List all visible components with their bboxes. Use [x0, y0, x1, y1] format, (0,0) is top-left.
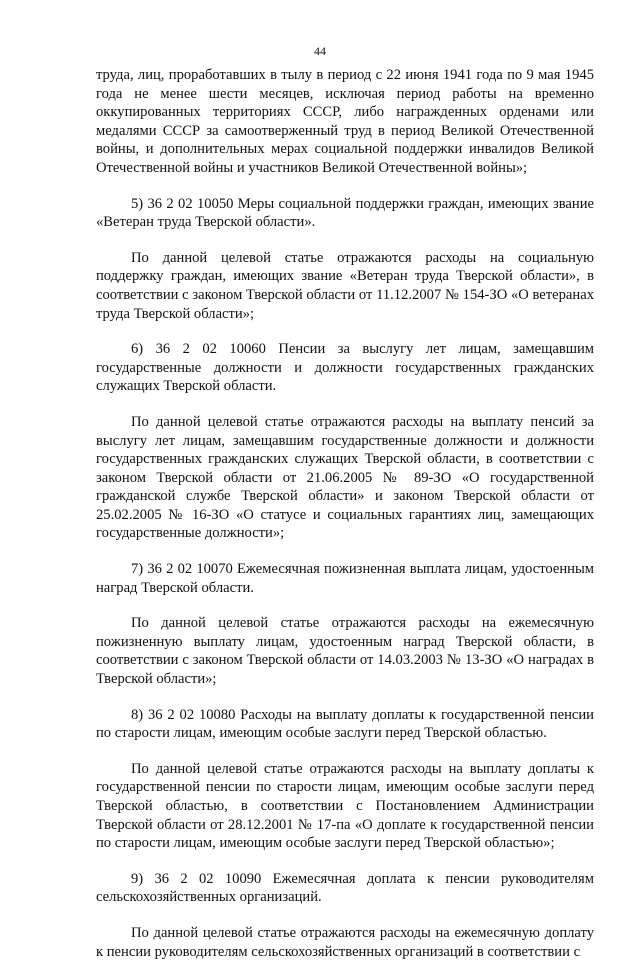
paragraph-item-8-description: По данной целевой статье отражаются расходы на выплату доплаты к государственной пенсии по старости лицам, имеющим особые заслуги перед Тверской областью, в соответствии с Постановлением Администрации Тверской области от 28.12.2001 № 17-па «О доплате к государственной пенсии по старости лицам, имеющим особые заслуги перед Тверской областью»; [96, 760, 594, 852]
paragraph-item-6-description: По данной целевой статье отражаются расходы на выплату пенсий за выслугу лет лицам, замещавшим государственные должности и должности государственных гражданских служащих Тверской области, в соответствии с законом Тверской области от 21.06.2005 № 89-ЗО «О государственной гражданской службе Тверской области» и законом Тверской области от 25.02.2005 № 16-ЗО «О статусе и социальных гарантиях лиц, замещающих государственные должности»; [96, 413, 594, 542]
paragraph-item-5: 5) 36 2 02 10050 Меры социальной поддержки граждан, имеющих звание «Ветеран труда Тверской области». [96, 195, 594, 231]
paragraph-item-5-description: По данной целевой статье отражаются расходы на социальную поддержку граждан, имеющих звание «Ветеран труда Тверской области», в соответствии с законом Тверской области от 11.12.2007 № 154-ЗО «О ветеранах труда Тверской области»; [96, 249, 594, 322]
document-body [96, 66, 594, 961]
paragraph-item-6: 6) 36 2 02 10060 Пенсии за выслугу лет лицам, замещавшим государственные должности и должности государственных гражданских служащих Тверской области. [96, 341, 594, 395]
paragraph-item-8: 8) 36 2 02 10080 Расходы на выплату доплаты к государственной пенсии по старости лицам, имеющим особые заслуги перед Тверской областью. [96, 706, 594, 742]
page-number: 44 [314, 44, 326, 58]
paragraph-item-7: 7) 36 2 02 10070 Ежемесячная пожизненная выплата лицам, удостоенным наград Тверской области. [96, 561, 594, 596]
paragraph-item-9-description: По данной целевой статье отражаются расходы на ежемесячную доплату к пенсии руководителям сельскохозяйственных организаций в соответствии с [96, 924, 594, 960]
paragraph-continuation: труда, лиц, проработавших в тылу в период с 22 июня 1941 года по 9 мая 1945 года не менее шести месяцев, исключая период работы на временно оккупированных территориях СССР, либо награжденных орденами или медалями СССР за самоотверженный труд в период Великой Отечественной войны, и дополнительных мерах социальной поддержки инвалидов Великой Отечественной войны и участников Великой Отечественной войны»; [96, 67, 594, 176]
paragraph-item-9: 9) 36 2 02 10090 Ежемесячная доплата к пенсии руководителям сельскохозяйственных организаций. [96, 870, 594, 906]
paragraph-item-7-description: По данной целевой статье отражаются расходы на ежемесячную пожизненную выплату лицам, удостоенным наград Тверской области, в соответствии с законом Тверской области от 14.03.2003 № 13-ЗО «О наградах в Тверской области»; [96, 615, 594, 688]
